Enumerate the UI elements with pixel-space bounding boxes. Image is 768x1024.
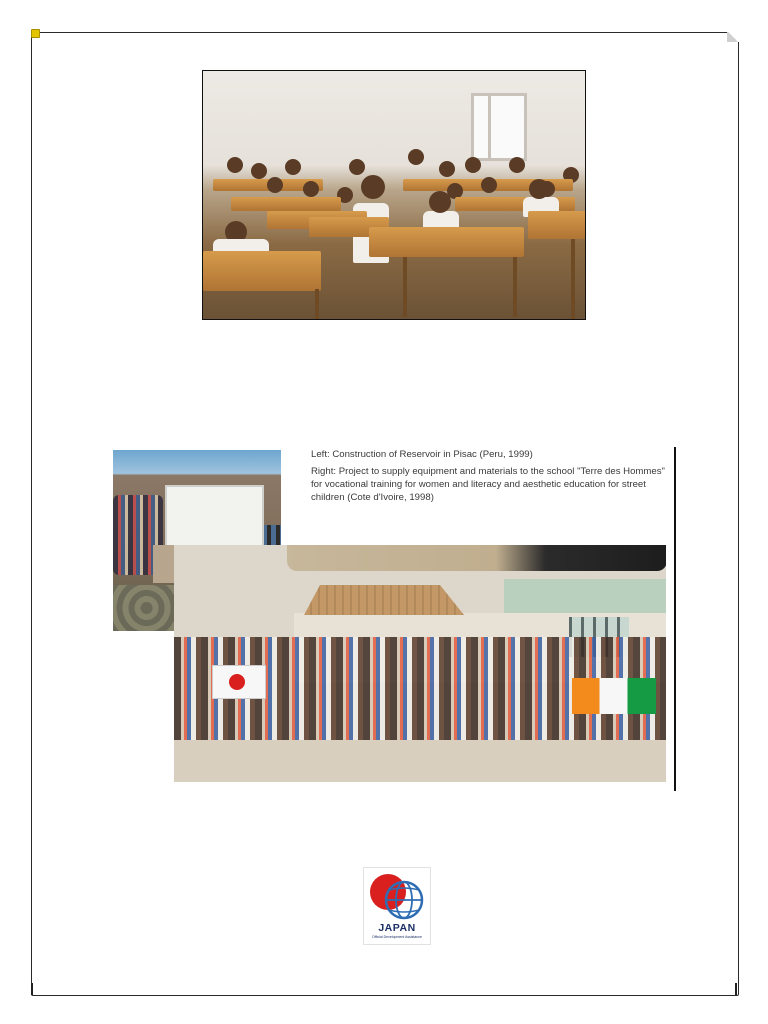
- student: [481, 177, 497, 193]
- desk-leg: [513, 257, 517, 317]
- caption-right: Right: Project to supply equipment and materials to the school "Terre des Hommes" for vocational training for women and literacy and aesthetic education for street children (Cote d'Ivoire, 1998): [311, 466, 665, 503]
- awning: [287, 545, 666, 571]
- logo-title: JAPAN: [378, 922, 416, 934]
- desk-leg: [571, 239, 575, 319]
- student: [349, 159, 365, 175]
- student: [408, 149, 424, 165]
- desk: [203, 251, 321, 291]
- japan-flag-icon: [212, 665, 266, 699]
- student: [285, 159, 301, 175]
- student: [303, 181, 319, 197]
- japan-oda-logo: [363, 867, 431, 945]
- student: [509, 157, 525, 173]
- schoolyard-ground: [174, 740, 666, 782]
- classroom-window: [471, 93, 527, 161]
- page-edge-mark: [735, 983, 737, 995]
- student: [227, 157, 243, 173]
- student: [465, 157, 481, 173]
- student: [361, 175, 385, 199]
- school-roof: [304, 585, 464, 615]
- student: [429, 191, 451, 213]
- student: [267, 177, 283, 193]
- desk: [528, 211, 586, 239]
- desk: [369, 227, 524, 257]
- desk: [231, 197, 341, 211]
- student: [439, 161, 455, 177]
- school-group-photo: [174, 545, 666, 782]
- student: [251, 163, 267, 179]
- classroom-photo: [202, 70, 586, 320]
- photo-caption: [311, 448, 671, 508]
- caption-left: Left: Construction of Reservoir in Pisac (Peru, 1999): [311, 449, 533, 460]
- reservoir-wall: [165, 485, 264, 549]
- corner-marker-icon: [31, 29, 40, 38]
- cote-divoire-flag-icon: [572, 678, 656, 714]
- page-edge-mark: [31, 983, 33, 995]
- desk-leg: [403, 257, 407, 317]
- desk-leg: [315, 289, 319, 319]
- caption-rule: [674, 447, 676, 791]
- student: [529, 179, 549, 199]
- page-fold-corner: [727, 32, 739, 42]
- logo-subtitle: Official Development Assistance: [372, 935, 422, 939]
